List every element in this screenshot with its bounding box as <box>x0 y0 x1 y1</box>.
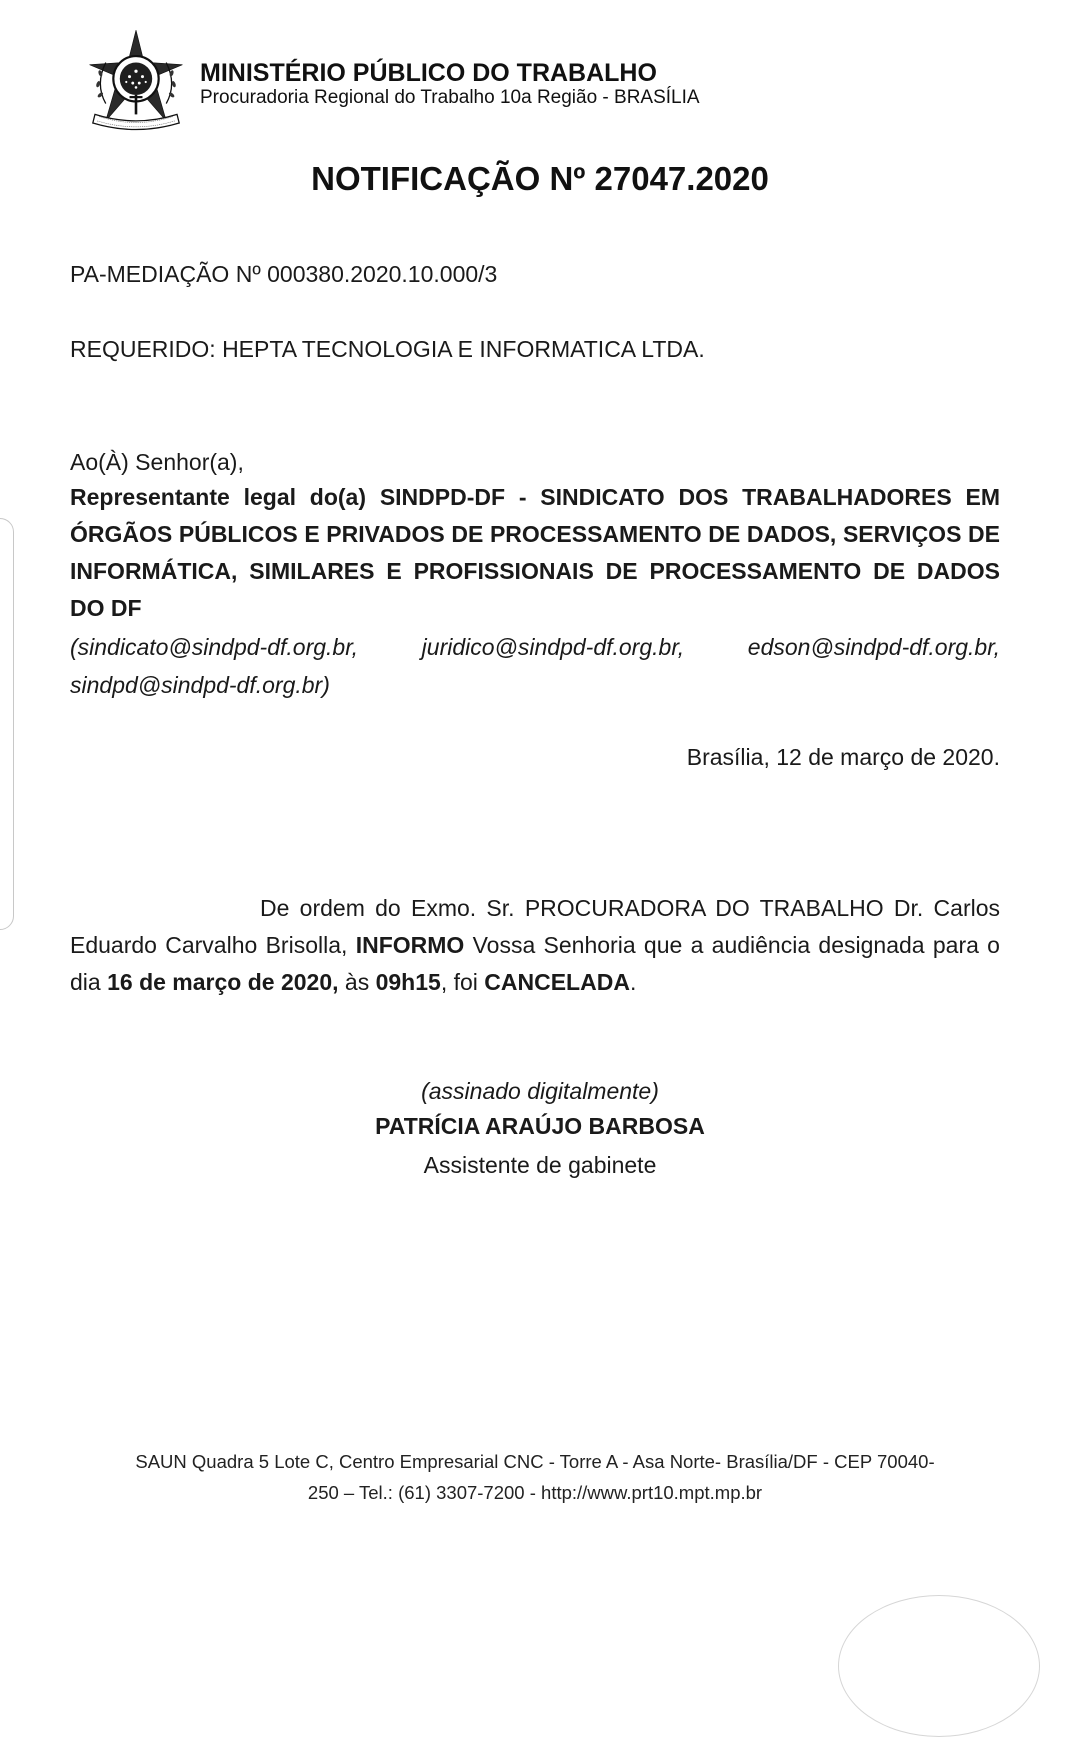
salutation: Ao(À) Senhor(a), <box>70 449 244 475</box>
page-edge-tab <box>0 518 14 930</box>
body-text-4: , foi <box>440 969 485 995</box>
footer-line-1: SAUN Quadra 5 Lote C, Centro Empresarial CNC - Torre A - Asa Norte- Brasília/DF - CEP 70040- <box>135 1451 935 1472</box>
body-text-5: . <box>629 969 637 995</box>
body-text-3: às <box>338 969 376 995</box>
hearing-time: 09h15 <box>375 969 441 995</box>
body-informo: INFORMO <box>355 932 465 958</box>
requerido-line: REQUERIDO: HEPTA TECNOLOGIA E INFORMATICA LTDA. <box>70 336 705 362</box>
body-text-2: Vossa Senhoria que a audiência designada para o dia <box>70 932 1000 995</box>
brazil-coat-of-arms-icon <box>82 28 190 136</box>
footer-address <box>70 1446 1000 1508</box>
hearing-date: 16 de março de 2020, <box>107 969 339 995</box>
body-text-1: De ordem do Exmo. Sr. PROCURADORA DO TRABALHO Dr. Carlos Eduardo Carvalho Brisolla, <box>70 895 1000 958</box>
page-corner-curl <box>838 1595 1040 1737</box>
signature-note: (assinado digitalmente) <box>421 1078 659 1104</box>
hearing-status: CANCELADA <box>484 969 630 995</box>
process-number: PA-MEDIAÇÃO Nº 000380.2020.10.000/3 <box>70 261 498 287</box>
notification-body <box>70 890 1000 1001</box>
recipient: Representante legal do(a) SINDPD-DF - SINDICATO DOS TRABALHADORES EM ÓRGÃOS PÚBLICOS E PRIVADOS DE PROCESSAMENTO DE DADOS, SERVIÇOS DE INFORMÁTICA, SIMILARES E PROFISSIONAIS DE PROCESSAMENTO DE DADOS DO DF <box>70 484 1000 621</box>
signer-name: PATRÍCIA ARAÚJO BARBOSA <box>375 1113 705 1139</box>
signer-role: Assistente de gabinete <box>423 1152 657 1178</box>
ministry-name: MINISTÉRIO PÚBLICO DO TRABALHO <box>200 59 657 87</box>
ministry-subtitle: Procuradoria Regional do Trabalho 10a Região - BRASÍLIA <box>200 87 700 108</box>
letterhead <box>82 28 700 136</box>
date-line: Brasília, 12 de março de 2020. <box>686 744 1000 770</box>
footer-line-2: 250 – Tel.: (61) 3307-7200 - http://www.prt10.mpt.mp.br <box>307 1482 763 1503</box>
notification-title: NOTIFICAÇÃO Nº 27047.2020 <box>311 160 769 197</box>
recipient-emails: (sindicato@sindpd-df.org.br, juridico@sindpd-df.org.br, edson@sindpd-df.org.br, sindpd@sindpd-df.org.br) <box>70 634 1000 698</box>
